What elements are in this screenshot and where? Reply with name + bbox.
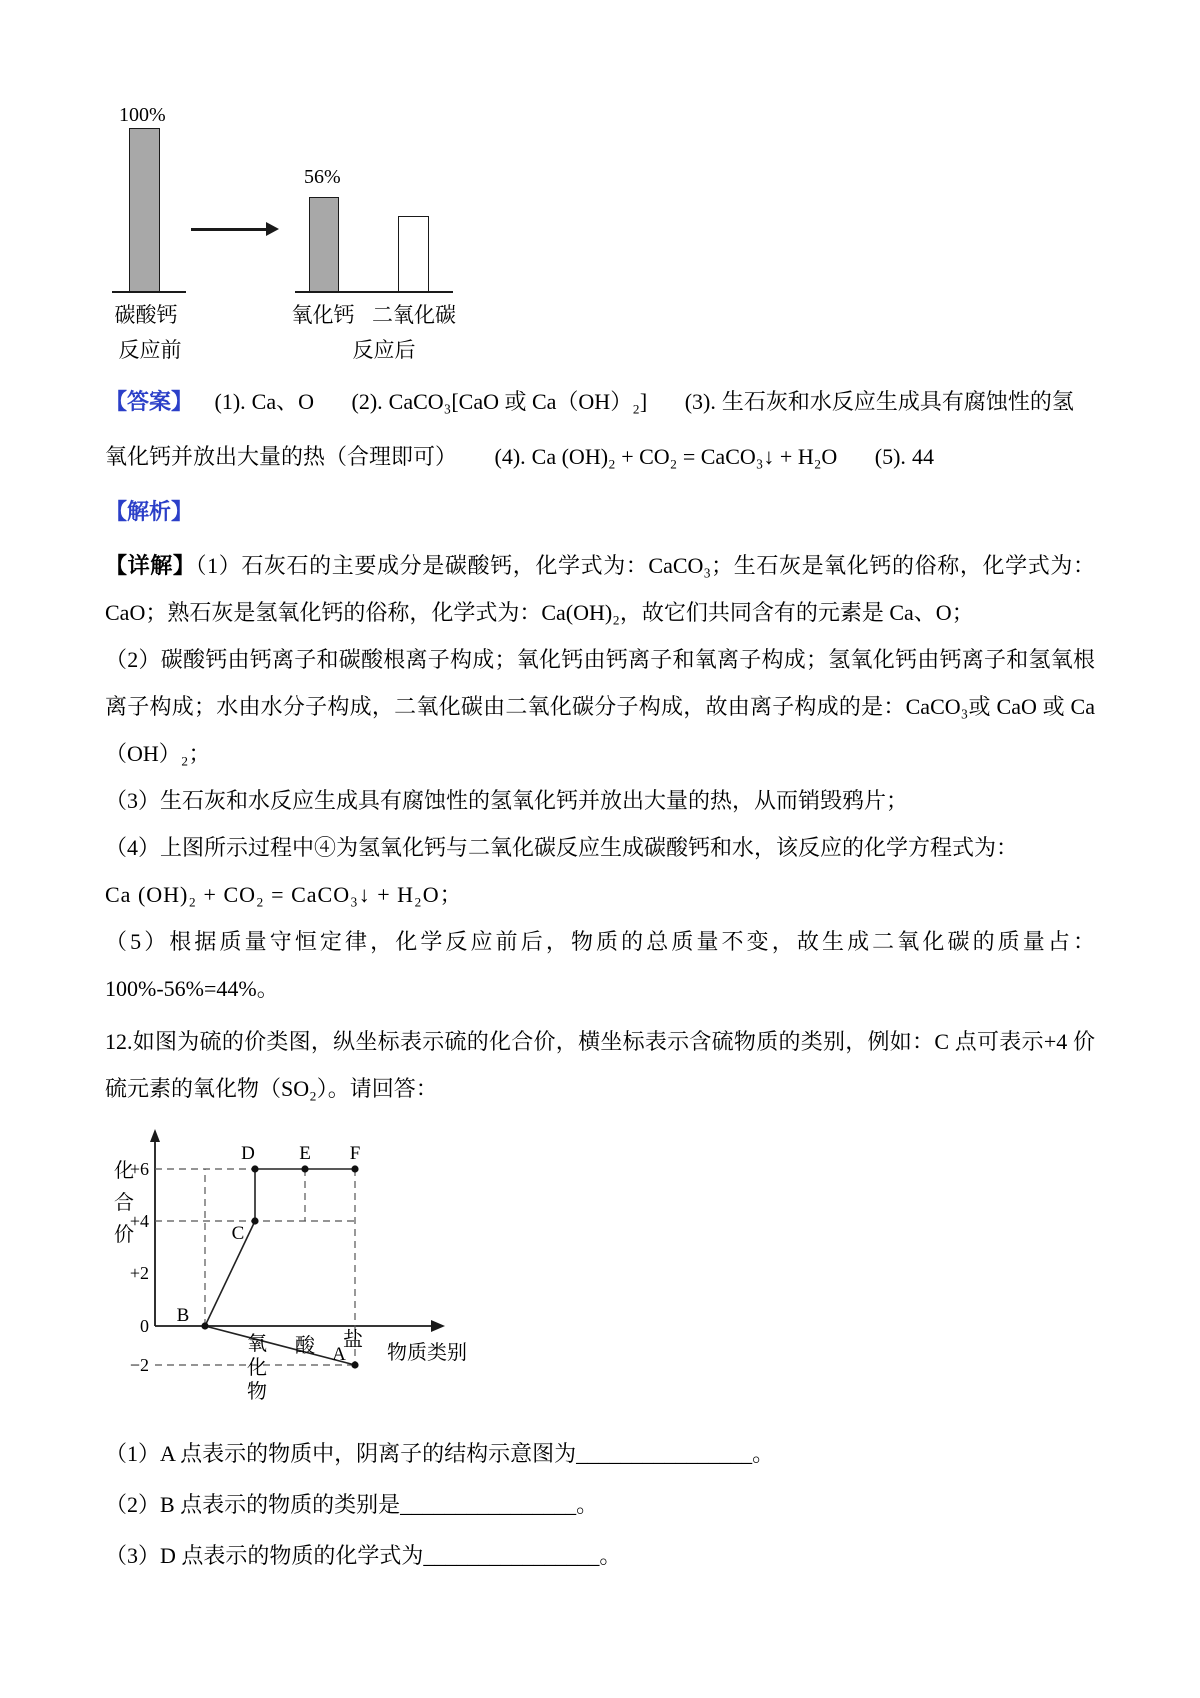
bar-co2 — [398, 216, 429, 292]
point-label-F: F — [349, 1143, 361, 1164]
point-F — [351, 1165, 358, 1172]
answer-marker-4: (4). — [494, 444, 526, 469]
equation-tail: ； — [439, 882, 463, 907]
point-label-D: D — [241, 1143, 255, 1164]
tick-minus2: −2 — [129, 1355, 149, 1375]
answer-marker-1: (1). — [214, 389, 246, 414]
question-12-sub-1: （1）A 点表示的物质中，阴离子的结构示意图为________________。 — [105, 1441, 775, 1466]
detail-paragraph-5: （5）根据质量守恒定律，化学反应前后，物质的总质量不变，故生成二氧化碳的质量占：100%-56%=44%。 — [105, 929, 1095, 1001]
answer-value-4: Ca (OH)₂ + CO₂ = CaCO₃↓ + H₂O — [531, 444, 838, 469]
category-oxide-char-3: 物 — [247, 1381, 267, 1403]
point-A — [351, 1361, 358, 1368]
chemical-equation: Ca (OH)₂ + CO₂ = CaCO₃↓ + H₂O — [105, 882, 440, 907]
question-12-sub-2: （2）B 点表示的物质的类别是________________。 — [105, 1492, 599, 1517]
tick-zero: 0 — [140, 1316, 149, 1336]
mass-bar-chart — [107, 104, 587, 362]
answer-value-2: CaCO₃[CaO 或 Ca（OH）₂] — [388, 389, 648, 414]
baseline-after — [295, 291, 453, 293]
answer-item-2 — [352, 389, 648, 414]
y-axis-title-char-3: 价 — [114, 1224, 134, 1246]
detail-tag: 【详解】 — [105, 553, 196, 578]
answer-marker-5: (5). — [874, 444, 906, 469]
bar-cao — [309, 197, 339, 292]
answer-marker-3: (3). — [684, 389, 716, 414]
question-12-stem: 12.如图为硫的价类图，纵坐标表示硫的化合价，横坐标表示含硫物质的类别，例如：C 点可表示+4 价硫元素的氧化物（SO₂）。请回答： — [105, 1029, 1095, 1101]
category-oxide-char-1: 氧 — [247, 1333, 267, 1355]
category-salt-label: 盐 — [343, 1329, 363, 1351]
line-B-C — [205, 1221, 255, 1326]
point-label-A: A — [332, 1344, 346, 1365]
point-B — [201, 1322, 208, 1329]
category-acid-label: 酸 — [295, 1335, 315, 1357]
x-axis-title: 物质类别 — [387, 1342, 467, 1364]
y-axis-title-char-1: 化 — [114, 1160, 134, 1182]
analysis-line — [105, 492, 1095, 532]
detail-paragraph-1 — [105, 542, 1095, 636]
question-12-sub-3: （3）D 点表示的物质的化学式为________________。 — [105, 1543, 622, 1568]
valence-category-diagram — [105, 1126, 545, 1418]
detail-paragraph-3: （3）生石灰和水反应生成具有腐蚀性的氢氧化钙并放出大量的热，从而销毁鸦片； — [105, 788, 909, 813]
bar-caco3 — [129, 128, 160, 292]
bar2-value-label: 56% — [304, 166, 341, 188]
x-axis-arrow-icon — [431, 1320, 445, 1332]
diagram-axes — [150, 1129, 445, 1332]
tick-plus2: +2 — [129, 1263, 149, 1283]
analysis-tag: 【解析】 — [105, 499, 194, 524]
answer-item-4 — [495, 444, 838, 469]
before-reaction-label: 反应前 — [118, 338, 182, 362]
tick-plus6: +6 — [129, 1159, 149, 1179]
category-oxide-char-2: 化 — [247, 1357, 267, 1379]
detail-paragraph-4: （4）上图所示过程中④为氢氧化钙与二氧化碳反应生成碳酸钙和水，该反应的化学方程式为： — [105, 835, 1019, 860]
arrow-head — [266, 222, 279, 236]
bar2-name-label: 氧化钙 — [291, 303, 355, 327]
y-axis-arrow-icon — [150, 1129, 160, 1142]
point-D — [251, 1165, 258, 1172]
answer-value-1: Ca、O — [251, 389, 314, 414]
answer-line — [105, 374, 1095, 484]
y-axis-title-char-2: 合 — [114, 1192, 134, 1214]
bar1-value-label: 100% — [119, 104, 166, 126]
answer-value-5: 44 — [911, 444, 934, 469]
point-label-B: B — [176, 1305, 190, 1326]
answer-item-1 — [215, 389, 314, 414]
baseline-before — [112, 291, 186, 293]
detail-paragraph-2: （2）碳酸钙由钙离子和碳酸根离子构成；氧化钙由钙离子和氧离子构成；氢氧化钙由钙离子和氢氧根离子构成；水由水分子构成，二氧化碳由二氧化碳分子构成，故由离子构成的是：CaCO₃或 CaO 或 Ca（OH）₂； — [105, 647, 1095, 766]
answer-tag: 【答案】 — [105, 389, 194, 414]
point-label-C: C — [231, 1223, 245, 1244]
point-E — [301, 1165, 308, 1172]
point-label-E: E — [299, 1143, 311, 1164]
point-C — [251, 1217, 258, 1224]
answer-value-3: 生石灰和水反应生成具有腐蚀性的氢氧化钙并放出大量的热（合理即可） — [105, 389, 1074, 469]
bar3-name-label: 二氧化碳 — [372, 303, 456, 327]
diagram-series-lines — [205, 1169, 355, 1365]
bar1-name-label: 碳酸钙 — [114, 303, 178, 327]
after-reaction-label: 反应后 — [352, 338, 416, 362]
answer-item-5 — [875, 444, 934, 469]
tick-plus4: +4 — [129, 1211, 149, 1231]
diagram-points — [201, 1165, 358, 1368]
reaction-arrow-icon — [191, 222, 279, 236]
answer-marker-2: (2). — [351, 389, 383, 414]
arrow-shaft — [191, 228, 267, 231]
detail-text-1: （1）石灰石的主要成分是碳酸钙，化学式为：CaCO₃；生石灰是氧化钙的俗称，化学式为：CaO；熟石灰是氢氧化钙的俗称，化学式为：Ca(OH)₂，故它们共同含有的元素是 Ca、O； — [105, 553, 1095, 625]
equation-line — [105, 871, 1095, 918]
